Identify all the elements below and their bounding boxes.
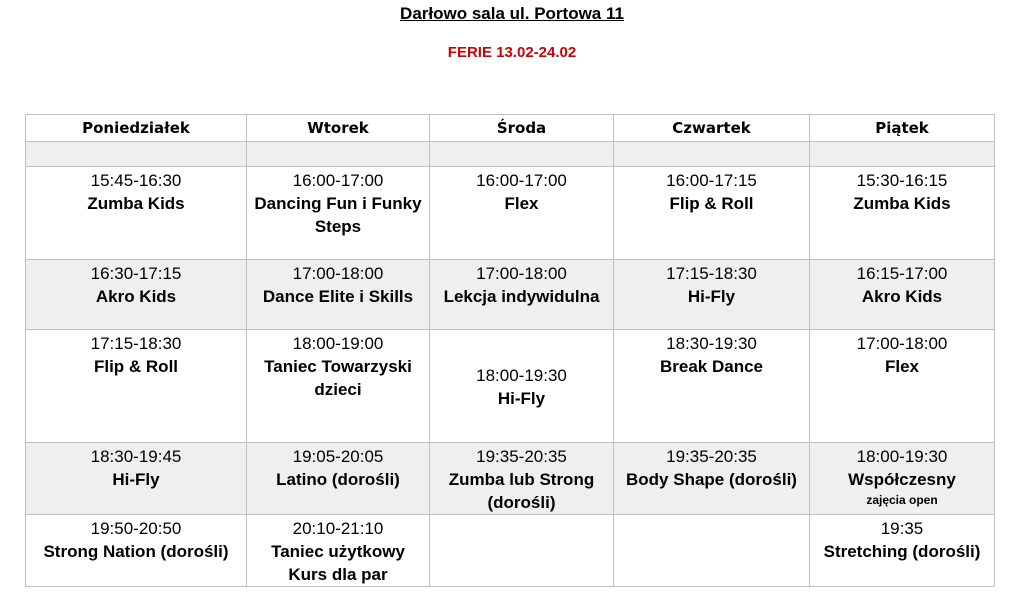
class-name: Hi-Fly xyxy=(112,470,160,489)
class-note: zajęcia open xyxy=(866,493,938,507)
class-name: Akro Kids xyxy=(95,287,177,306)
class-time: 17:00-18:00 xyxy=(476,264,567,283)
class-time: 19:05-20:05 xyxy=(292,447,384,466)
class-name: Zumba Kids xyxy=(853,194,951,213)
class-name: Hi-Fly xyxy=(687,287,736,306)
class-time: 20:10-21:10 xyxy=(292,519,384,538)
table-row xyxy=(26,330,995,443)
class-time: 18:00-19:00 xyxy=(292,334,384,353)
class-cell xyxy=(810,260,995,330)
day-header-wednesday: Środa xyxy=(430,115,614,142)
class-time: 18:30-19:45 xyxy=(90,447,182,466)
class-cell xyxy=(247,515,430,587)
day-header-thursday: Czwartek xyxy=(614,115,810,142)
class-cell xyxy=(430,330,614,443)
class-time: 16:00-17:15 xyxy=(666,171,757,190)
class-name: Zumba Kids xyxy=(87,194,185,213)
class-name: Flex xyxy=(884,357,920,376)
class-time: 16:30-17:15 xyxy=(90,264,182,283)
class-time: 18:00-19:30 xyxy=(856,447,948,466)
page-title: Darłowo sala ul. Portowa 11 xyxy=(400,4,624,23)
class-cell xyxy=(247,443,430,515)
class-cell xyxy=(26,330,247,443)
class-time xyxy=(434,515,609,517)
table-row xyxy=(26,260,995,330)
class-cell xyxy=(810,167,995,260)
header-row xyxy=(26,115,995,142)
class-time: 16:00-17:00 xyxy=(292,171,384,190)
class-cell xyxy=(430,443,614,515)
class-name: Hi-Fly xyxy=(497,389,546,408)
class-cell xyxy=(614,260,810,330)
class-name: Strong Nation (dorośli) xyxy=(43,542,229,561)
class-cell xyxy=(247,260,430,330)
class-time: 17:15-18:30 xyxy=(666,264,757,283)
class-time xyxy=(618,515,805,517)
class-cell xyxy=(614,330,810,443)
day-header-monday: Poniedziałek xyxy=(26,115,247,142)
class-name: Dancing Fun i Funky Steps xyxy=(254,194,422,236)
class-time: 18:30-19:30 xyxy=(666,334,757,353)
class-time: 17:15-18:30 xyxy=(90,334,182,353)
class-cell xyxy=(247,330,430,443)
class-cell xyxy=(26,515,247,587)
class-cell xyxy=(26,260,247,330)
class-cell xyxy=(430,260,614,330)
empty-cell xyxy=(430,142,614,167)
class-time: 19:35-20:35 xyxy=(666,447,757,466)
class-cell xyxy=(810,330,995,443)
class-cell xyxy=(614,443,810,515)
schedule-table xyxy=(25,114,995,587)
class-name: Body Shape (dorośli) xyxy=(626,470,797,489)
class-name: Stretching (dorośli) xyxy=(823,542,981,561)
day-header-friday: Piątek xyxy=(810,115,995,142)
page-subtitle: FERIE 13.02-24.02 xyxy=(447,44,577,61)
class-time: 17:00-18:00 xyxy=(856,334,948,353)
empty-cell xyxy=(614,142,810,167)
class-cell xyxy=(430,515,614,587)
class-name: Współczesny xyxy=(848,470,956,489)
class-cell xyxy=(26,167,247,260)
class-name: Zumba lub Strong (dorośli) xyxy=(448,470,595,512)
class-name: Flip & Roll xyxy=(669,194,754,213)
class-time: 19:35-20:35 xyxy=(476,447,567,466)
class-time: 18:00-19:30 xyxy=(476,366,567,385)
class-time: 19:50-20:50 xyxy=(90,519,182,538)
class-time: 19:35 xyxy=(880,519,924,538)
empty-cell xyxy=(810,142,995,167)
class-cell xyxy=(810,515,995,587)
table-row xyxy=(26,515,995,587)
table-row xyxy=(26,443,995,515)
spacer-row xyxy=(26,142,995,167)
class-time: 15:45-16:30 xyxy=(90,171,182,190)
class-name: Lekcja indywidulna xyxy=(443,287,600,306)
day-header-tuesday: Wtorek xyxy=(247,115,430,142)
class-name: Latino (dorośli) xyxy=(276,470,400,489)
class-cell xyxy=(430,167,614,260)
class-cell xyxy=(614,167,810,260)
class-cell xyxy=(26,443,247,515)
class-name: Break Dance xyxy=(659,357,763,376)
class-cell xyxy=(810,443,995,515)
class-name: Taniec Towarzyski dzieci xyxy=(264,357,412,399)
empty-cell xyxy=(26,142,247,167)
class-name: Dance Elite i Skills xyxy=(262,287,414,306)
table-row xyxy=(26,167,995,260)
class-name: Akro Kids xyxy=(861,287,943,306)
class-time: 16:00-17:00 xyxy=(476,171,567,190)
empty-cell xyxy=(247,142,430,167)
class-time: 16:15-17:00 xyxy=(856,264,948,283)
class-name: Flex xyxy=(504,194,539,213)
class-time: 15:30-16:15 xyxy=(856,171,948,190)
class-time: 17:00-18:00 xyxy=(292,264,384,283)
class-name: Taniec użytkowy Kurs dla par xyxy=(271,542,405,584)
class-name: Flip & Roll xyxy=(93,357,179,376)
class-cell xyxy=(614,515,810,587)
class-cell xyxy=(247,167,430,260)
